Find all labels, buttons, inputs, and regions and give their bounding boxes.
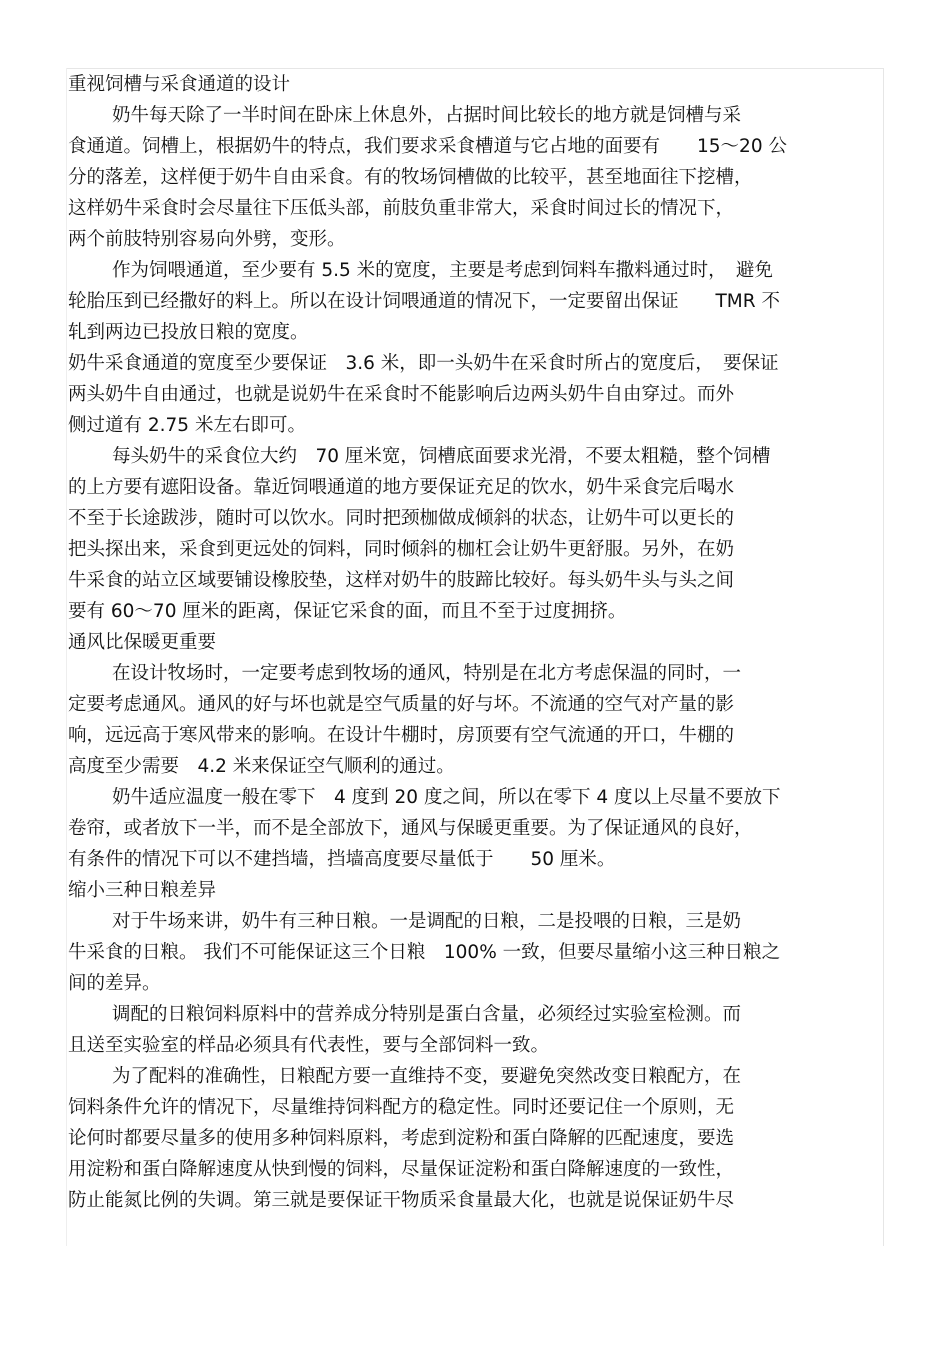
body-line: 定要考虑通风。通风的好与坏也就是空气质量的好与坏。不流通的空气对产量的影 (68, 694, 735, 715)
body-line: 两头奶牛自由通过，也就是说奶牛在采食时不能影响后边两头奶牛自由穿过。而外 (68, 384, 735, 405)
body-line: 在设计牧场时，一定要考虑到牧场的通风，特别是在北方考虑保温的同时，一 (112, 663, 742, 684)
body-line: 两个前肢特别容易向外劈，变形。 (68, 229, 346, 250)
body-line: 为了配料的准确性，日粮配方要一直维持不变，要避免突然改变日粮配方，在 (112, 1066, 742, 1087)
body-line: 分的落差，这样便于奶牛自由采食。有的牧场饲槽做的比较平，甚至地面往下挖槽， (68, 167, 753, 188)
body-line: 饲料条件允许的情况下，尽量维持饲料配方的稳定性。同时还要记住一个原则，无 (68, 1097, 735, 1118)
body-line: 轮胎压到已经撒好的料上。所以在设计饲喂通道的情况下，一定要留出保证 TMR 不 (68, 291, 781, 312)
body-line: 论何时都要尽量多的使用多种饲料原料，考虑到淀粉和蛋白降解的匹配速度，要选 (68, 1128, 735, 1149)
body-line: 这样奶牛采食时会尽量往下压低头部，前肢负重非常大，采食时间过长的情况下， (68, 198, 735, 219)
section-heading-ventilation: 通风比保暖更重要 (68, 632, 217, 653)
body-line: 对于牛场来讲，奶牛有三种日粮。一是调配的日粮，二是投喂的日粮，三是奶 (112, 911, 742, 932)
body-line: 要有 60～70 厘米的距离，保证它采食的面，而且不至于过度拥挤。 (68, 601, 627, 622)
body-line: 作为饲喂通道，至少要有 5.5 米的宽度，主要是考虑到饲料车撒料通过时， 避免 (112, 260, 773, 281)
body-line: 奶牛每天除了一半时间在卧床上休息外，占据时间比较长的地方就是饲槽与采 (112, 105, 742, 126)
body-line: 侧过道有 2.75 米左右即可。 (68, 415, 306, 436)
body-line: 奶牛采食通道的宽度至少要保证 3.6 米，即一头奶牛在采食时所占的宽度后， 要保证 (68, 353, 779, 374)
body-line: 把头探出来，采食到更远处的饲料，同时倾斜的枷杠会让奶牛更舒服。另外，在奶 (68, 539, 735, 560)
body-line: 牛采食的站立区域要铺设橡胶垫，这样对奶牛的肢蹄比较好。每头奶牛头与头之间 (68, 570, 735, 591)
body-line: 且送至实验室的样品必须具有代表性，要与全部饲料一致。 (68, 1035, 550, 1056)
page-border-left (66, 68, 67, 1246)
body-line: 有条件的情况下可以不建挡墙，挡墙高度要尽量低于 50 厘米。 (68, 849, 616, 870)
body-line: 食通道。饲槽上，根据奶牛的特点，我们要求采食槽道与它占地的面要有 15～20 公 (68, 136, 787, 157)
body-line: 的上方要有遮阳设备。靠近饲喂通道的地方要保证充足的饮水，奶牛采食完后喝水 (68, 477, 735, 498)
body-line: 奶牛适应温度一般在零下 4 度到 20 度之间，所以在零下 4 度以上尽量不要放下 (112, 787, 781, 808)
body-line: 卷帘，或者放下一半，而不是全部放下，通风与保暖更重要。为了保证通风的良好， (68, 818, 753, 839)
body-line: 不至于长途跋涉，随时可以饮水。同时把颈枷做成倾斜的状态，让奶牛可以更长的 (68, 508, 735, 529)
body-line: 用淀粉和蛋白降解速度从快到慢的饲料，尽量保证淀粉和蛋白降解速度的一致性， (68, 1159, 735, 1180)
page-border-top (66, 68, 884, 69)
section-heading-feed-trough: 重视饲槽与采食通道的设计 (68, 74, 291, 95)
body-line: 高度至少需要 4.2 米来保证空气顺利的通过。 (68, 756, 455, 777)
section-heading-ration-difference: 缩小三种日粮差异 (68, 880, 217, 901)
body-line: 轧到两边已投放日粮的宽度。 (68, 322, 309, 343)
body-line: 响，远远高于寒风带来的影响。在设计牛棚时，房顶要有空气流通的开口，牛棚的 (68, 725, 735, 746)
body-line: 防止能氮比例的失调。第三就是要保证干物质采食量最大化，也就是说保证奶牛尽 (68, 1190, 735, 1211)
body-line: 每头奶牛的采食位大约 70 厘米宽，饲槽底面要求光滑，不要太粗糙，整个饲槽 (112, 446, 771, 467)
body-line: 间的差异。 (68, 973, 161, 994)
body-line: 牛采食的日粮。 我们不可能保证这三个日粮 100% 一致，但要尽量缩小这三种日粮之 (68, 942, 781, 963)
body-line: 调配的日粮饲料原料中的营养成分特别是蛋白含量，必须经过实验室检测。而 (112, 1004, 742, 1025)
